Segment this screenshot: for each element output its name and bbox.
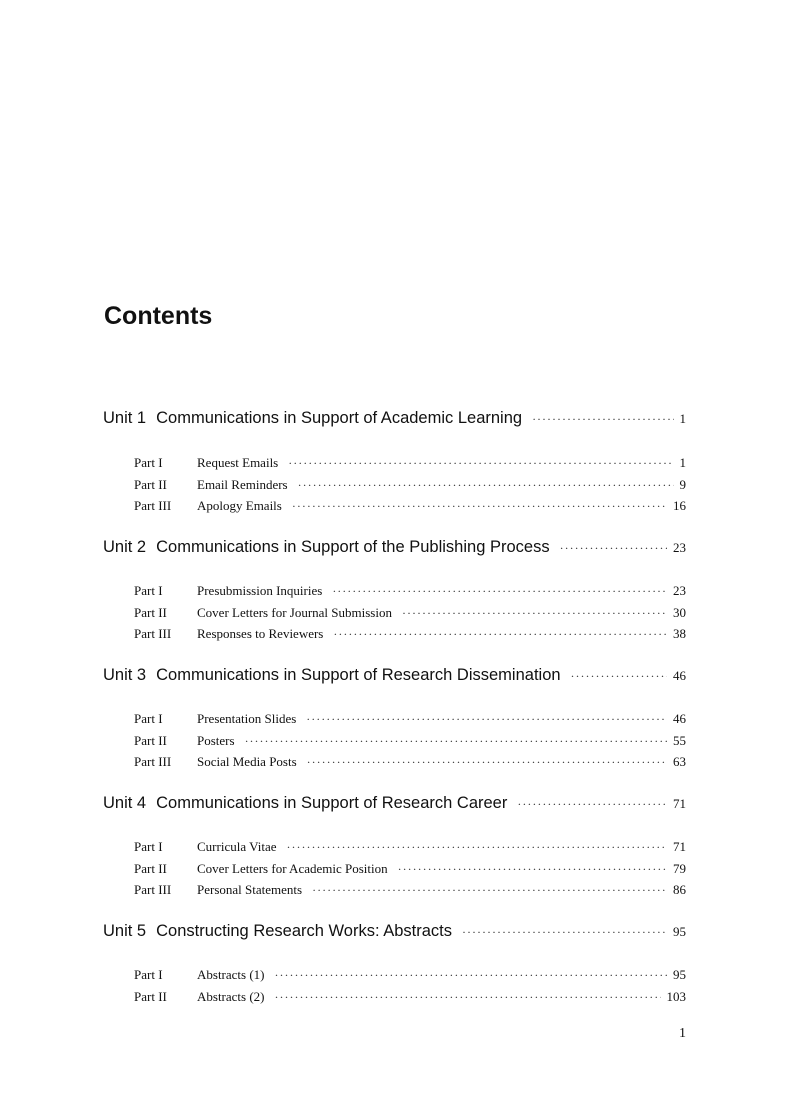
dot-leader [307,755,667,770]
toc-unit-row[interactable] [103,538,686,557]
unit-title: Constructing Research Works: Abstracts [156,922,452,940]
toc-unit-row[interactable] [103,409,686,428]
dot-leader [312,883,667,898]
part-label: Part III [134,882,172,897]
part-label: Part II [134,861,167,876]
part-label: Part II [134,605,167,620]
toc-part-row[interactable] [134,498,686,514]
dot-leader [306,712,667,727]
dot-leader [298,478,674,493]
part-label: Part III [134,754,172,769]
dot-leader [245,734,667,749]
part-page-number: 71 [673,839,686,854]
part-title: Abstracts (2) [197,989,265,1004]
unit-page-number: 46 [673,668,686,683]
part-title: Presubmission Inquiries [197,583,323,598]
page-title: Contents [104,302,213,330]
unit-label: Unit 1 [103,409,147,427]
toc-part-row[interactable] [134,455,686,471]
dot-leader [332,584,667,599]
part-title: Posters [197,733,235,748]
part-title: Personal Statements [197,882,303,897]
dot-leader [275,990,661,1005]
toc-unit-row[interactable] [103,666,686,685]
unit-label: Unit 3 [103,666,147,684]
toc-unit-row[interactable] [103,794,686,813]
toc-part-row[interactable] [134,711,686,727]
part-label: Part II [134,989,167,1004]
toc-part-row[interactable] [134,754,686,770]
unit-label: Unit 5 [103,922,147,940]
part-page-number: 86 [673,882,686,897]
unit-label: Unit 4 [103,794,147,812]
unit-title: Communications in Support of the Publishing Process [156,538,550,556]
toc-unit-row[interactable] [103,922,686,941]
toc-part-row[interactable] [134,882,686,898]
part-label: Part I [134,967,163,982]
part-label: Part I [134,711,163,726]
part-title: Curricula Vitae [197,839,277,854]
unit-page-number: 95 [673,924,686,939]
unit-title: Communications in Support of Research Dissemination [156,666,561,684]
part-title: Cover Letters for Academic Position [197,861,388,876]
dot-leader [288,456,673,471]
part-title: Email Reminders [197,477,288,492]
toc-part-row[interactable] [134,605,686,621]
unit-page-number: 71 [673,796,686,811]
part-label: Part I [134,455,163,470]
part-page-number: 95 [673,967,686,982]
part-title: Responses to Reviewers [197,626,324,641]
part-title: Apology Emails [197,498,282,513]
part-label: Part III [134,498,172,513]
part-title: Request Emails [197,455,279,470]
part-label: Part II [134,477,167,492]
part-label: Part III [134,626,172,641]
dot-leader [402,606,667,621]
dot-leader [532,412,673,427]
unit-title: Communications in Support of Academic Learning [156,409,523,427]
part-page-number: 9 [679,477,686,492]
part-title: Abstracts (1) [197,967,265,982]
part-page-number: 30 [673,605,686,620]
toc-part-row[interactable] [134,477,686,493]
part-label: Part II [134,733,167,748]
unit-label: Unit 2 [103,538,147,556]
toc-part-row[interactable] [134,861,686,877]
dot-leader [398,862,667,877]
part-title: Cover Letters for Journal Submission [197,605,392,620]
unit-page-number: 1 [679,411,686,426]
dot-leader [292,499,667,514]
part-label: Part I [134,839,163,854]
dot-leader [462,925,667,940]
part-page-number: 38 [673,626,686,641]
toc-part-row[interactable] [134,733,686,749]
part-page-number: 55 [673,733,686,748]
unit-title: Communications in Support of Research Career [156,794,508,812]
page-number-folio: 1 [679,1026,686,1041]
dot-leader [517,797,667,812]
part-page-number: 46 [673,711,686,726]
dot-leader [286,840,667,855]
part-page-number: 23 [673,583,686,598]
part-label: Part I [134,583,163,598]
dot-leader [571,669,667,684]
part-page-number: 16 [673,498,686,513]
toc-part-row[interactable] [134,583,686,599]
dot-leader [333,627,667,642]
part-page-number: 103 [666,989,686,1004]
dot-leader [560,541,667,556]
part-page-number: 63 [673,754,686,769]
toc-part-row[interactable] [134,989,686,1005]
part-page-number: 79 [673,861,686,876]
toc-part-row[interactable] [134,967,686,983]
toc-part-row[interactable] [134,839,686,855]
part-page-number: 1 [679,455,686,470]
unit-page-number: 23 [673,540,686,555]
part-title: Presentation Slides [197,711,297,726]
part-title: Social Media Posts [197,754,297,769]
toc-part-row[interactable] [134,626,686,642]
dot-leader [275,968,667,983]
